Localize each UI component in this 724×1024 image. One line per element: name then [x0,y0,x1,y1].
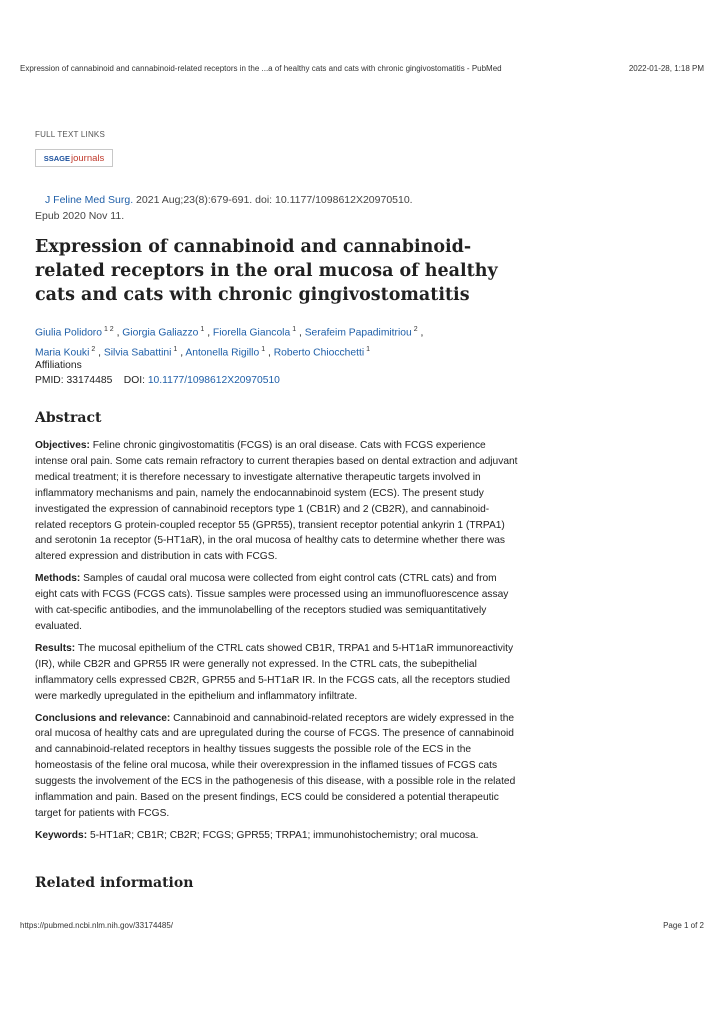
author-affiliation[interactable]: 1 [173,346,178,354]
author-list: Giulia Polidoro $^{1 2}$ , Giorgia Galiazzo $^1$ , Fiorella Giancola $^1$ , Serafeim Papadimitriou $^2$ , Maria Kouki $^2$ , Silvia Sabattini $^1$ , Antonella Rigillo $^1$ , Roberto Chiocchetti $^1$ [35,326,424,359]
keywords-text: 5-HT1aR; CB1R; CB2R; FCGS; GPR55; TRPA1; immunohistochemistry; oral mucosa. [89,829,479,841]
author-link[interactable]: Fiorella Giancola [212,327,291,339]
abstract-body [35,438,518,850]
identifiers [35,375,280,386]
section-text: Cannabinoid and cannabinoid-related receptors are widely expressed in the oral mucosa of healthy cats and are upregulated during the course of FCGS. The presence of cannabinoid and cannabinoid-related receptors in healthy tissues suggests the possible role of the ECS in the homeostasis of the feline oral mucosa, while their overexpression in the inflamed tissues of FCGS cats suggests the involvement of the ECS in the pathogenesis of this disease, with a possible role in the related inflammation and pain. Based on the present findings, ECS could be considered a potential therapeutic target for patients with FCGS. [35,712,516,819]
full-text-links-label: FULL TEXT LINKS [35,130,105,139]
author-affiliation[interactable]: 2 [413,326,418,333]
related-information-heading: Related information [35,875,194,891]
doi-label: DOI: [123,375,145,386]
author-link[interactable]: Maria Kouki [35,347,90,359]
abstract-keywords [35,828,518,844]
author-link[interactable]: Roberto Chiocchetti [273,347,365,359]
footer-page-number: Page 1 of 2 [663,921,704,930]
doi-link[interactable]: 10.1177/1098612X20970510 [147,375,280,386]
author-affiliation[interactable]: 1 [366,346,371,354]
sage-logo: SSAGE [43,153,70,163]
author-link[interactable]: Giorgia Galiazzo [122,327,199,339]
author-affiliation[interactable]: 1 [292,326,297,333]
author-affiliation[interactable]: 1 [200,326,205,333]
author-affiliation[interactable]: 1 [261,346,266,354]
print-page-title: Expression of cannabinoid and cannabinoid-related receptors in the ...a of healthy cats and cats with chronic gingivostomatitis - PubMed [20,64,502,73]
section-label: Methods: [35,573,81,585]
author-link[interactable]: Giulia Polidoro [35,327,102,339]
keywords-label: Keywords: [35,829,88,841]
pmid-label: PMID: [35,375,64,386]
author-affiliation[interactable]: 2 [91,346,96,354]
section-label: Results: [35,642,76,654]
sage-journals-text: journals [70,152,105,164]
citation-details: 2021 Aug;23(8):679-691. doi: 10.1177/1098612X20970510. [136,194,413,206]
section-text: Feline chronic gingivostomatitis (FCGS) is an oral disease. Cats with FCGS experience intense oral pain. Some cats remain refractory to current therapies based on dental extraction and adjuvant medical treatment; it is therefore necessary to investigate alternative therapeutic targets involved in inflammatory mechanisms and pain, namely the endocannabinoid system (ECS). The present study investigated the expression of cannabinoid receptors type 1 (CB1R) and 2 (CB2R), and cannabinoid-related receptors G protein-coupled receptor 55 (GPR55), transient receptor potential ankyrin 1 (TRPA1) and serotonin 1a receptor (5-HT1aR), in the oral mucosa of healthy cats to determine whether there was altered expression and distribution in cats with FCGS. [35,440,518,563]
sage-journals-link[interactable] [35,149,113,167]
abstract-objectives [35,438,518,565]
section-label: Conclusions and relevance: [35,712,171,724]
abstract-methods [35,571,518,635]
citation [35,192,515,224]
author-affiliation[interactable]: 1 2 [103,326,114,333]
author-link[interactable]: Serafeim Papadimitriou [304,327,412,339]
affiliations-toggle[interactable]: Affiliations [35,360,82,371]
section-text: The mucosal epithelium of the CTRL cats showed CB1R, TRPA1 and 5-HT1aR immunoreactivity (IR), while CB2R and GPR55 IR were generally not expressed. In the CTRL cats, the subepithelial inflammatory cells expressed CB2R, GPR55 and 5-HT1aR IR. In the FCGS cats, all the receptors studied were markedly upregulated in the epithelium and inflammatory infiltrate. [35,642,514,702]
citation-epub: Epub 2020 Nov 11. [35,210,125,222]
section-text: Samples of caudal oral mucosa were collected from eight control cats (CTRL cats) and from eight cats with FCGS (FCGS cats). Tissue samples were processed using an immunofluorescence assay with cat-specific antibodies, and the immunolabelling of the receptors studied was semiquantitatively evaluated. [35,573,509,632]
pmid-value: 33174485 [66,375,113,386]
abstract-results [35,641,518,705]
abstract-conclusions [35,711,518,822]
footer-url: https://pubmed.ncbi.nlm.nih.gov/33174485/ [20,921,173,930]
article-title: Expression of cannabinoid and cannabinoid-related receptors in the oral mucosa of healthy cats and cats with chronic gingivostomatitis [35,237,498,305]
abstract-heading: Abstract [35,410,102,426]
print-datetime: 2022-01-28, 1:18 PM [628,64,704,73]
author-link[interactable]: Silvia Sabattini [103,347,172,359]
author-link[interactable]: Antonella Rigillo [185,347,260,359]
section-label: Objectives: [35,440,90,451]
journal-link[interactable]: J Feline Med Surg. [45,194,134,206]
